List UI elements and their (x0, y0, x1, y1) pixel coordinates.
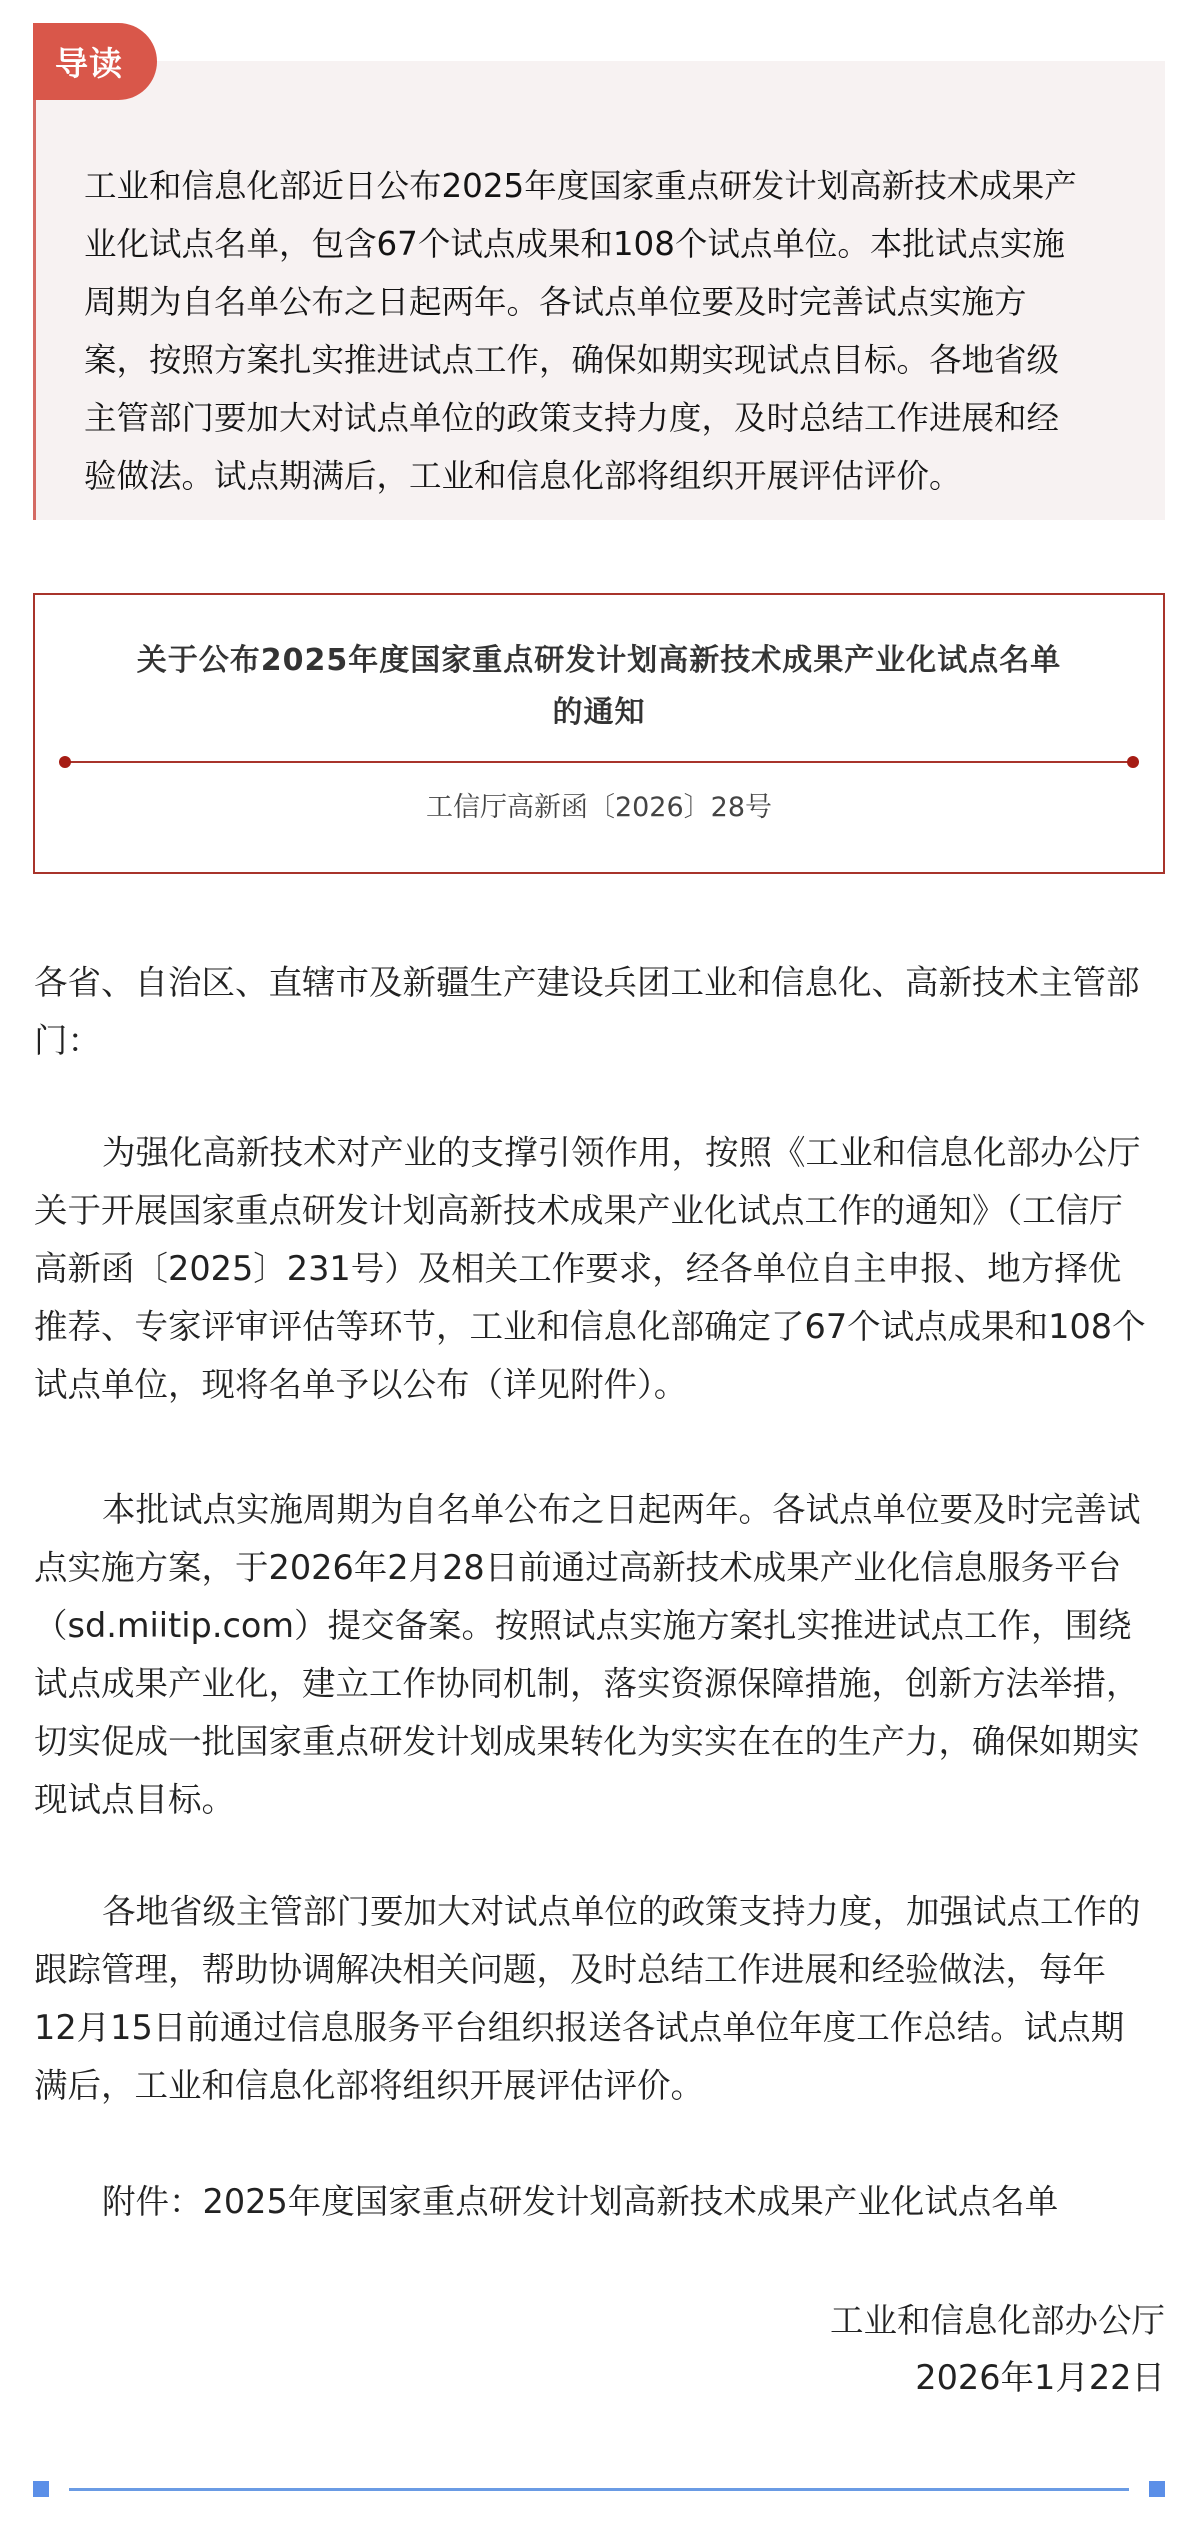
salutation-line: 门： (34, 1021, 101, 1060)
signature-org: 工业和信息化部办公厅 (830, 2301, 1165, 2340)
document-number: 工信厅高新函〔2026〕28号 (425, 792, 773, 823)
paragraph-line: 高新函〔2025〕231号）及相关工作要求，经各单位自主申报、地方择优 (34, 1249, 1122, 1288)
paragraph-line: （sd.miitip.com）提交备案。按照试点实施方案扎实推进试点工作，围绕 (34, 1606, 1132, 1645)
intro-line: 主管部门要加大对试点单位的政策支持力度，及时总结工作进展和经 (84, 399, 1060, 437)
paragraph-3 (34, 1883, 1166, 2115)
paragraph-2 (34, 1481, 1166, 1829)
dot-icon (59, 756, 71, 768)
notice-header-box (33, 593, 1165, 874)
notice-title-line: 关于公布2025年度国家重点研发计划高新技术成果产业化试点名单 (136, 643, 1062, 678)
paragraph-line: 12月15日前通过信息服务平台组织报送各试点单位年度工作总结。试点期 (34, 2008, 1125, 2047)
paragraph-line: 关于开展国家重点研发计划高新技术成果产业化试点工作的通知》（工信厅 (34, 1191, 1123, 1230)
paragraph-line: 切实促成一批国家重点研发计划成果转化为实实在在的生产力，确保如期实 (34, 1722, 1140, 1761)
salutation-line: 各省、自治区、直辖市及新疆生产建设兵团工业和信息化、高新技术主管部 (34, 963, 1140, 1002)
paragraph-line: 点实施方案，于2026年2月28日前通过高新技术成果产业化信息服务平台 (34, 1548, 1122, 1587)
paragraph-line: 试点单位，现将名单予以公布（详见附件）。 (34, 1365, 688, 1404)
paragraph-line: 试点成果产业化，建立工作协同机制，落实资源保障措施，创新方法举措， (34, 1664, 1140, 1703)
intro-box (33, 61, 1165, 520)
signature-date: 2026年1月22日 (915, 2358, 1165, 2397)
paragraph-line: 跟踪管理，帮助协调解决相关问题，及时总结工作进展和经验做法，每年 (34, 1950, 1106, 1989)
paragraph-line: 为强化高新技术对产业的支撑引领作用，按照《工业和信息化部办公厅 (102, 1133, 1141, 1172)
divider-line (69, 2488, 1129, 2491)
paragraph-line: 满后，工业和信息化部将组织开展评估评价。 (34, 2066, 704, 2105)
attachment-link[interactable]: 附件：2025年度国家重点研发计划高新技术成果产业化试点名单 (102, 2182, 1059, 2221)
intro-line: 案，按照方案扎实推进试点工作，确保如期实现试点目标。各地省级 (84, 341, 1060, 379)
notice-title (35, 635, 1163, 739)
intro-tab-label: 导读 (55, 44, 123, 83)
intro-line: 周期为自名单公布之日起两年。各试点单位要及时完善试点实施方 (84, 283, 1027, 321)
paragraph-line: 推荐、专家评审评估等环节，工业和信息化部确定了67个试点成果和108个 (34, 1307, 1146, 1346)
attachment (34, 2173, 1166, 2231)
intro-line: 业化试点名单，包含67个试点成果和108个试点单位。本批试点实施 (84, 225, 1065, 263)
paragraph-line: 现试点目标。 (34, 1780, 235, 1819)
intro-line: 验做法。试点期满后，工业和信息化部将组织开展评估评价。 (84, 457, 962, 495)
title-divider (65, 761, 1133, 763)
dot-icon (1127, 756, 1139, 768)
salutation (34, 954, 1166, 1070)
intro-text (84, 157, 1130, 505)
intro-line: 工业和信息化部近日公布2025年度国家重点研发计划高新技术成果产 (84, 167, 1077, 205)
signature (830, 2292, 1165, 2406)
notice-title-line: 的通知 (552, 695, 646, 730)
bottom-divider (33, 2481, 1165, 2497)
paragraph-1 (34, 1124, 1166, 1414)
square-icon (1149, 2481, 1165, 2497)
square-icon (33, 2481, 49, 2497)
paragraph-line: 各地省级主管部门要加大对试点单位的政策支持力度，加强试点工作的 (102, 1892, 1141, 1931)
intro-tab (33, 23, 157, 100)
paragraph-line: 本批试点实施周期为自名单公布之日起两年。各试点单位要及时完善试 (102, 1490, 1141, 1529)
